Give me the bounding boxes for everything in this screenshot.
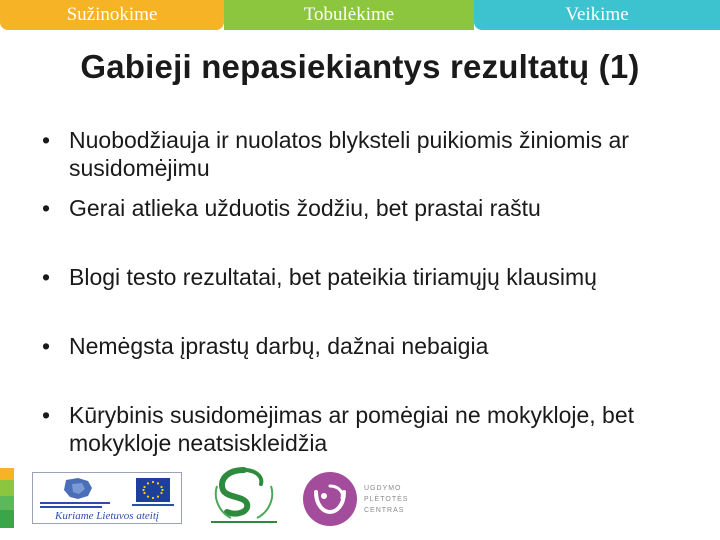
bullet-item: • Gerai atlieka užduotis žodžiu, bet prastai raštu	[42, 194, 682, 222]
upc-logo	[302, 470, 412, 528]
slide-title: Gabieji nepasiekiantys rezultatų (1)	[80, 48, 640, 85]
upc-logo-line-3: CENTRAS	[364, 507, 405, 514]
decor-stripe	[0, 496, 14, 510]
decor-stripe	[0, 468, 14, 480]
tab-suzinokime[interactable]: Sužinokime	[0, 0, 224, 30]
bullet-list	[42, 126, 682, 457]
bullet-item: • Nuobodžiauja ir nuolatos blyksteli puikiomis žiniomis ar susidomėjimu	[42, 126, 682, 182]
bullet-item: • Nemėgsta įprastų darbų, dažnai nebaigia	[42, 332, 682, 360]
eu-logo-caption: Kuriame Lietuvos ateitį	[55, 510, 159, 522]
decor-stripe	[0, 510, 14, 528]
green-emblem-logo	[205, 466, 283, 526]
upc-logo-line-2: PLĖTOTĖS	[364, 496, 409, 503]
tab-veikime[interactable]: Veikime	[474, 0, 720, 30]
bullet-item: • Blogi testo rezultatai, bet pateikia tiriamųjų klausimų	[42, 263, 682, 291]
bullet-item: • Kūrybinis susidomėjimas ar pomėgiai ne mokykloje, bet mokykloje neatsiskleidžia	[42, 401, 682, 457]
upc-logo-line-1: UGDYMO	[364, 485, 402, 492]
decor-stripe	[0, 480, 14, 496]
eu-funds-logo	[32, 472, 182, 524]
section-tabs	[0, 0, 720, 30]
tab-tobulekime[interactable]: Tobulėkime	[224, 0, 474, 30]
